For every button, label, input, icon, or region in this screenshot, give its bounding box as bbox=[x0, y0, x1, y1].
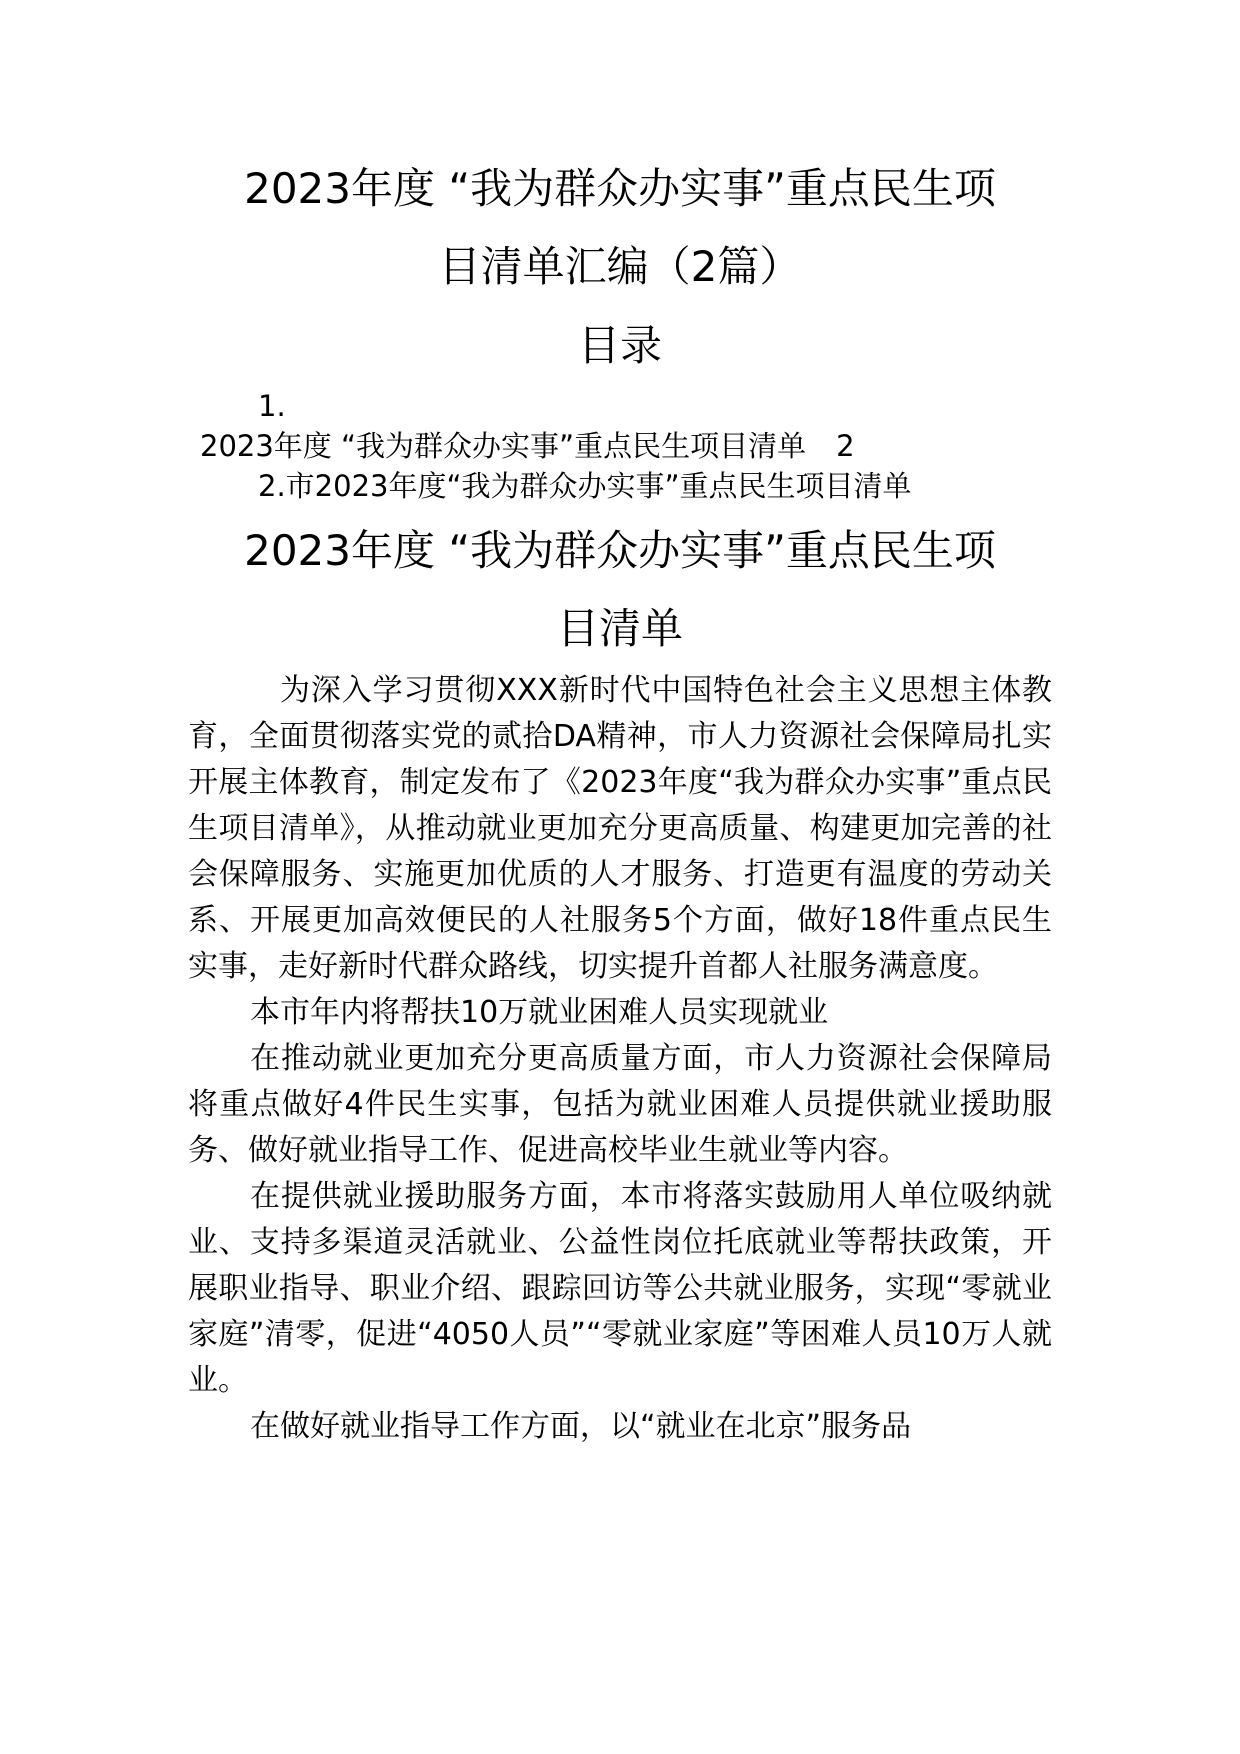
toc-item-1-line bbox=[188, 426, 1052, 466]
toc-item-2[interactable]: 2.市2023年度“我为群众办实事”重点民生项目清单 bbox=[258, 469, 912, 503]
paragraph-intro: 为深入学习贯彻XXX新时代中国特色社会主义思想主体教育，全面贯彻落实党的贰拾DA精神，市人力资源社会保障局扎实开展主体教育，制定发布了《2023年度“我为群众办实事”重点民生项目清单》，从推动就业更加充分更高质量、构建更加完善的社会保障服务、实施更加优质的人才服务、打造更有温度的劳动关系、开展更加高效便民的人社服务5个方面，做好18件重点民生实事，走好新时代群众路线，切实提升首都人社服务满意度。 bbox=[188, 673, 1052, 984]
paragraph-employment: 在推动就业更加充分更高质量方面，市人力资源社会保障局将重点做好4件民生实事，包括为就业困难人员提供就业援助服务、做好就业指导工作、促进高校毕业生就业等内容。 bbox=[188, 1041, 1052, 1168]
section-title-line-1: 2023年度 “我为群众办实事”重点民生项 bbox=[244, 526, 996, 575]
document-page bbox=[188, 150, 1052, 1450]
toc-heading: 目录 bbox=[577, 321, 662, 370]
body-text bbox=[188, 668, 1052, 1450]
paragraph-assistance: 在提供就业援助服务方面，本市将落实鼓励用人单位吸纳就业、支持多渠道灵活就业、公益性岗位托底就业等帮扶政策，开展职业指导、职业介绍、跟踪回访等公共就业服务，实现“零就业家庭”清零，促进“4050人员”“零就业家庭”等困难人员10万人就业。 bbox=[188, 1179, 1052, 1398]
paragraph-subheading: 本市年内将帮扶10万就业困难人员实现就业 bbox=[250, 995, 829, 1030]
section-title bbox=[188, 512, 1052, 668]
document-title-line-1: 2023年度 “我为群众办实事”重点民生项 bbox=[244, 164, 996, 213]
toc-item-1-page: 2 bbox=[836, 429, 855, 463]
document-title-line-2: 目清单汇编（2篇） bbox=[438, 242, 802, 291]
toc-item-1[interactable] bbox=[188, 386, 1052, 466]
table-of-contents bbox=[188, 386, 1052, 506]
section-title-line-2: 目清单 bbox=[556, 604, 683, 653]
document-title bbox=[188, 150, 1052, 306]
toc-item-1-text: 2023年度 “我为群众办实事”重点民生项目清单 bbox=[200, 429, 807, 463]
paragraph-guidance: 在做好就业指导工作方面，以“就业在北京”服务品 bbox=[250, 1409, 912, 1444]
toc-item-1-number: 1. bbox=[258, 389, 286, 423]
